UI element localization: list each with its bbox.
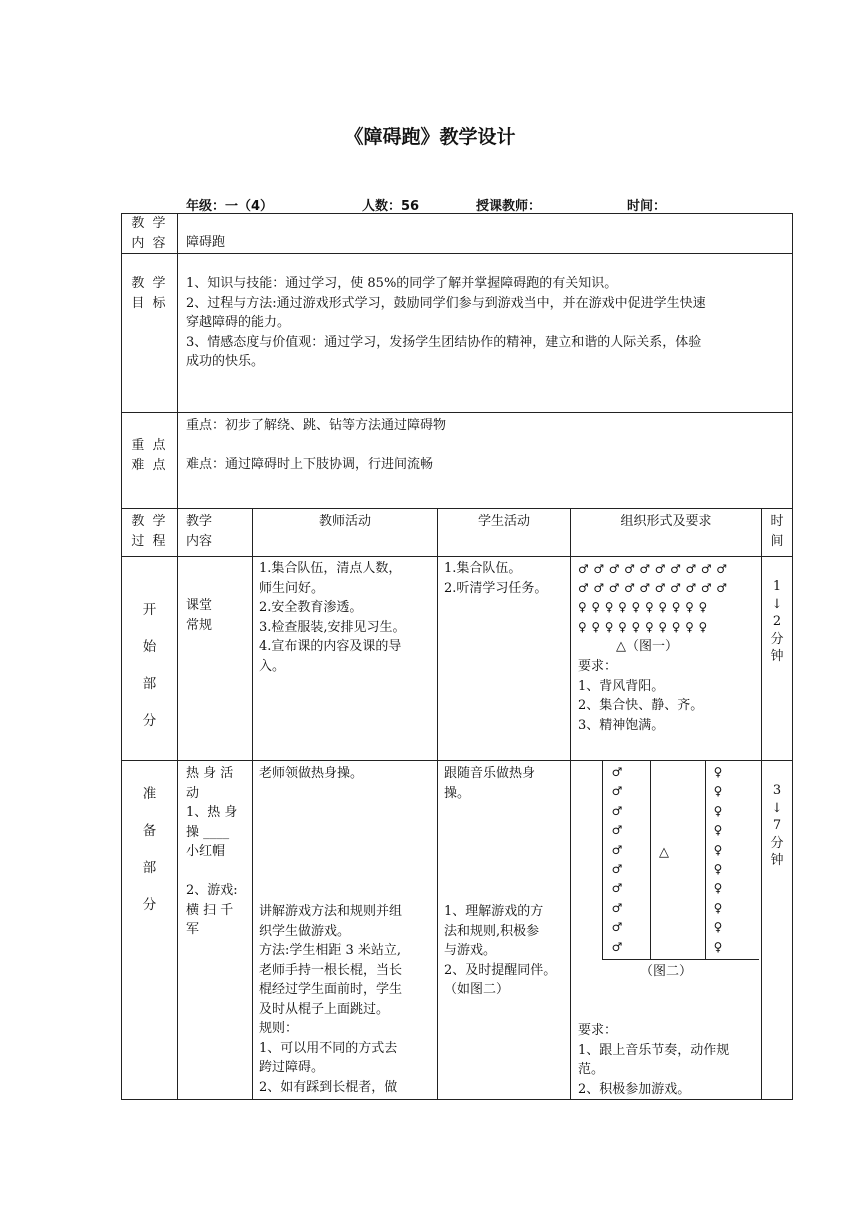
start-content: 课堂 常规 bbox=[186, 598, 213, 633]
male-row: ♂♂♂♂♂♂♂♂♂♂ bbox=[578, 581, 732, 596]
start-requirements: 要求： 1、背风背阳。 2、集合快、静、齐。 3、精神饱满。 bbox=[578, 659, 704, 733]
teacher-position-mark-2: △ bbox=[659, 845, 669, 860]
col-divider bbox=[252, 508, 253, 1100]
prep-content: 热 身 活 动 1、热 身 操 ____ 小红帽 2、游戏: 横 扫 千 军 bbox=[186, 766, 238, 937]
prep-student-warmup: 跟随音乐做热身 操。 bbox=[444, 766, 536, 801]
teacher-field: 授课教师： bbox=[476, 199, 542, 214]
row-divider bbox=[121, 508, 793, 509]
start-student-activity: 1.集合队伍。 2.听清学习任务。 bbox=[444, 561, 548, 596]
teacher-position-mark: △（图一） bbox=[616, 639, 678, 654]
col-divider bbox=[437, 508, 438, 1100]
prep-requirements: 要求： 1、跟上音乐节奏，动作规 范。 2、积极参加游戏。 bbox=[578, 1023, 730, 1097]
student-count-field: 人数：56 bbox=[362, 199, 420, 214]
goals-label: 教 学 目 标 bbox=[131, 276, 168, 311]
prep-teacher-game: 讲解游戏方法和规则并组 织学生做游戏。 方法:学生相距 3 米站立, 老师手持一根长棍，当长 棍经过学生面前时，学生 及时从棍子上面跳过。 规则： 1、可以用不同的方式去 跨过障碍。 2、如有踩到长棍者，做 bbox=[259, 904, 403, 1095]
start-teacher-activity: 1.集合队伍，清点人数， 师生问好。 2.安全教育渗透。 3.检查服装,安排见习生。 4.宣布课的内容及课的导 入。 bbox=[259, 561, 406, 674]
col-divider bbox=[570, 508, 571, 1100]
prep-section-label: 准 备 部 分 bbox=[142, 786, 157, 913]
row-divider bbox=[121, 253, 793, 254]
prep-student-game: 1、理解游戏的方 法和规则,积极参 与游戏。 2、及时提醒同伴。 （如图二） bbox=[444, 904, 557, 997]
prep-duration: 3 ↓ 7 分 钟 bbox=[770, 783, 784, 868]
document-title: 《障碍跑》教学设计 bbox=[344, 126, 516, 148]
process-label: 教 学 过 程 bbox=[131, 514, 168, 549]
female-column: ♀ ♀ ♀ ♀ ♀ ♀ ♀ ♀ ♀ ♀ bbox=[713, 765, 723, 954]
start-section-label: 开 始 部 分 bbox=[142, 602, 157, 729]
male-row: ♂♂♂♂♂♂♂♂♂♂ bbox=[578, 562, 732, 576]
row-divider bbox=[121, 556, 793, 557]
time-field: 时间： bbox=[627, 199, 667, 214]
key-point: 重点：初步了解绕、跳、钻等方法通过障碍物 bbox=[186, 418, 447, 433]
content-value: 障碍跑 bbox=[186, 235, 226, 250]
keypoints-label: 重 点 难 点 bbox=[131, 438, 168, 473]
difficult-point: 难点：通过障碍时上下肢协调，行进间流畅 bbox=[186, 457, 434, 472]
header-organization: 组织形式及要求 bbox=[620, 514, 712, 529]
grade-field: 年级：一（4） bbox=[186, 199, 274, 214]
header-time: 时 间 bbox=[770, 514, 784, 549]
prep-teacher-warmup: 老师领做热身操。 bbox=[259, 766, 364, 781]
female-row: ♀♀♀♀♀♀♀♀♀♀ bbox=[578, 600, 712, 615]
header-content: 教学 内容 bbox=[186, 514, 213, 549]
content-label: 教 学 内 容 bbox=[131, 216, 168, 251]
header-student-activity: 学生活动 bbox=[477, 514, 530, 529]
row-divider bbox=[121, 412, 793, 413]
col-divider bbox=[177, 213, 178, 1100]
formation-diagram-1 bbox=[578, 560, 732, 637]
start-duration: 1 ↓ 2 分 钟 bbox=[770, 579, 784, 664]
goals-text: 1、知识与技能：通过学习，使 85%的同学了解并掌握障碍跑的有关知识。 2、过程与方法:通过游戏形式学习，鼓励同学们参与到游戏当中，并在游戏中促进学生快速 穿越障碍的能力。 3、情感态度与价值观：通过学习，发扬学生团结协作的精神，建立和谐的人际关系，体验 成功的快乐。 bbox=[186, 276, 706, 369]
male-column: ♂ ♂ ♂ ♂ ♂ ♂ ♂ ♂ ♂ ♂ bbox=[611, 765, 623, 954]
diagram-2-caption: （图二） bbox=[640, 964, 693, 979]
header-teacher-activity: 教师活动 bbox=[318, 514, 371, 529]
female-row: ♀♀♀♀♀♀♀♀♀♀ bbox=[578, 619, 712, 634]
